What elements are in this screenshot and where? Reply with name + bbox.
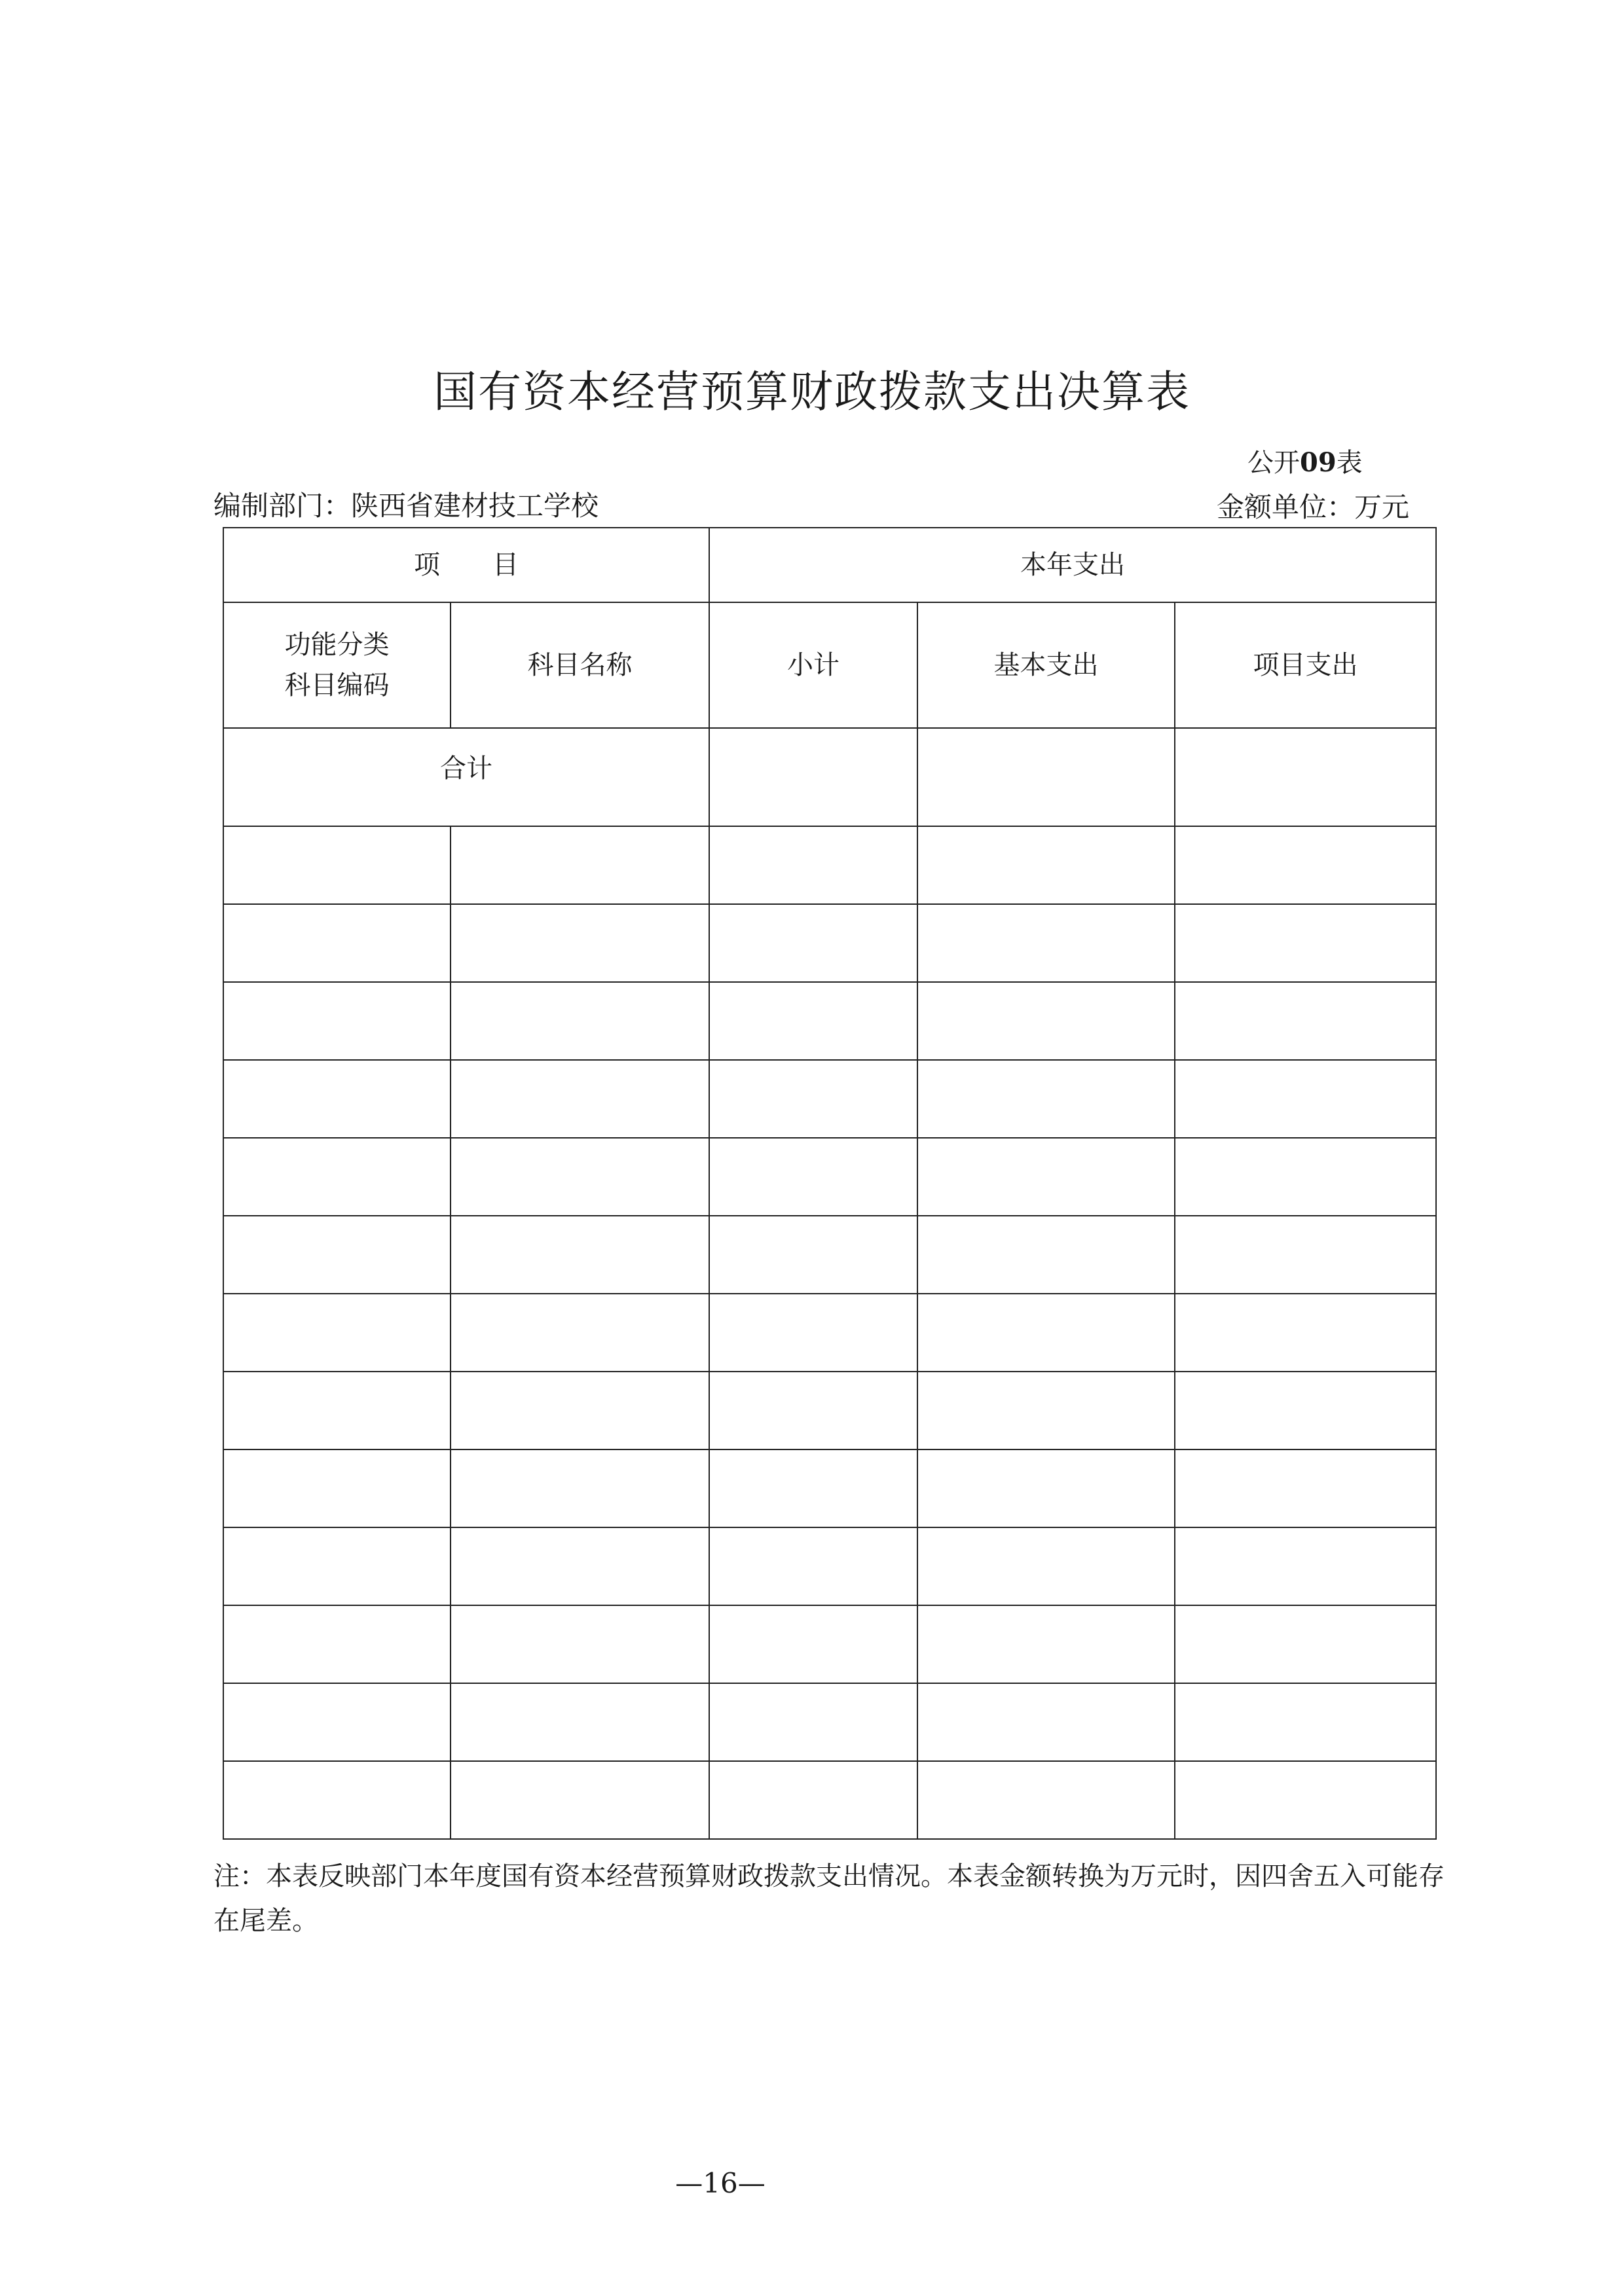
table-cell (451, 1527, 709, 1605)
table-row (223, 826, 1436, 904)
table-cell (917, 1605, 1175, 1683)
total-basic (917, 728, 1175, 826)
table-cell (223, 1060, 451, 1138)
table-cell (451, 982, 709, 1060)
header-basic: 基本支出 (917, 602, 1175, 728)
table-cell (1175, 1761, 1436, 1839)
table-cell (451, 904, 709, 982)
table-cell (1175, 1372, 1436, 1449)
total-project (1175, 728, 1436, 826)
table-cell (451, 1761, 709, 1839)
table-cell (917, 826, 1175, 904)
table-cell (917, 1294, 1175, 1372)
table-cell (451, 1683, 709, 1761)
table-row (223, 1138, 1436, 1216)
table-cell (709, 1060, 917, 1138)
header-row-1 (223, 528, 1436, 602)
table-cell (451, 826, 709, 904)
table-row (223, 904, 1436, 982)
table-cell (709, 904, 917, 982)
total-row (223, 728, 1436, 826)
table-cell (1175, 1060, 1436, 1138)
table-cell (1175, 1138, 1436, 1216)
table-cell (223, 982, 451, 1060)
header-row-2 (223, 602, 1436, 728)
table-number: 公开09表 (1247, 447, 1363, 478)
page-number: —16— (675, 2167, 766, 2199)
table-cell (223, 826, 451, 904)
table-cell (223, 904, 451, 982)
table-row (223, 1683, 1436, 1761)
table-cell (1175, 1449, 1436, 1527)
table-cell (451, 1372, 709, 1449)
total-label: 合计 (223, 728, 709, 826)
table-cell (917, 982, 1175, 1060)
table-cell (917, 1449, 1175, 1527)
table-cell (223, 1216, 451, 1294)
table-cell (917, 1372, 1175, 1449)
table-cell (917, 1216, 1175, 1294)
table-cell (709, 1527, 917, 1605)
table-cell (709, 1372, 917, 1449)
header-subject-name: 科目名称 (451, 602, 709, 728)
header-subtotal: 小计 (709, 602, 917, 728)
table-cell (709, 1294, 917, 1372)
table-row (223, 1060, 1436, 1138)
table-cell (917, 1060, 1175, 1138)
table-cell (1175, 904, 1436, 982)
table-cell (917, 1527, 1175, 1605)
table-row (223, 1527, 1436, 1605)
table-row (223, 982, 1436, 1060)
table-cell (223, 1527, 451, 1605)
unit-label: 金额单位：万元 (1217, 491, 1410, 523)
table-cell (1175, 1605, 1436, 1683)
table-cell (223, 1372, 451, 1449)
table-cell (1175, 1294, 1436, 1372)
footnote: 注：本表反映部门本年度国有资本经营预算财政拨款支出情况。本表金额转换为万元时，因四舍五入可能存在尾差。 (213, 1861, 1445, 1936)
table-row (223, 1449, 1436, 1527)
table-cell (709, 826, 917, 904)
table-cell (917, 1138, 1175, 1216)
table-cell (709, 1138, 917, 1216)
table-cell (1175, 826, 1436, 904)
table-cell (917, 904, 1175, 982)
header-current-year: 本年支出 (709, 528, 1436, 602)
table-cell (451, 1138, 709, 1216)
table-cell (223, 1449, 451, 1527)
header-project: 项 目 (223, 528, 709, 602)
expenditure-table (223, 527, 1437, 1840)
table-cell (709, 1605, 917, 1683)
table-cell (451, 1449, 709, 1527)
table-cell (917, 1761, 1175, 1839)
total-subtotal (709, 728, 917, 826)
table-cell (709, 1216, 917, 1294)
table-cell (709, 1449, 917, 1527)
table-row (223, 1605, 1436, 1683)
table-cell (223, 1605, 451, 1683)
table-cell (223, 1294, 451, 1372)
table-cell (1175, 982, 1436, 1060)
page-title: 国有资本经营预算财政拨款支出决算表 (434, 367, 1190, 417)
table-row (223, 1761, 1436, 1839)
table-cell (709, 1761, 917, 1839)
table-cell (451, 1294, 709, 1372)
table-cell (451, 1060, 709, 1138)
table-cell (709, 982, 917, 1060)
table-cell (1175, 1527, 1436, 1605)
department-label: 编制部门：陕西省建材技工学校 (213, 490, 599, 522)
header-project-expenditure: 项目支出 (1175, 602, 1436, 728)
table-cell (451, 1216, 709, 1294)
table-cell (1175, 1216, 1436, 1294)
header-code: 功能分类 科目编码 (223, 602, 451, 728)
table-cell (451, 1605, 709, 1683)
table-row (223, 1372, 1436, 1449)
table-cell (223, 1138, 451, 1216)
table-cell (917, 1683, 1175, 1761)
table-row (223, 1216, 1436, 1294)
table-cell (709, 1683, 917, 1761)
table-cell (223, 1761, 451, 1839)
table-row (223, 1294, 1436, 1372)
table-cell (223, 1683, 451, 1761)
table-cell (1175, 1683, 1436, 1761)
